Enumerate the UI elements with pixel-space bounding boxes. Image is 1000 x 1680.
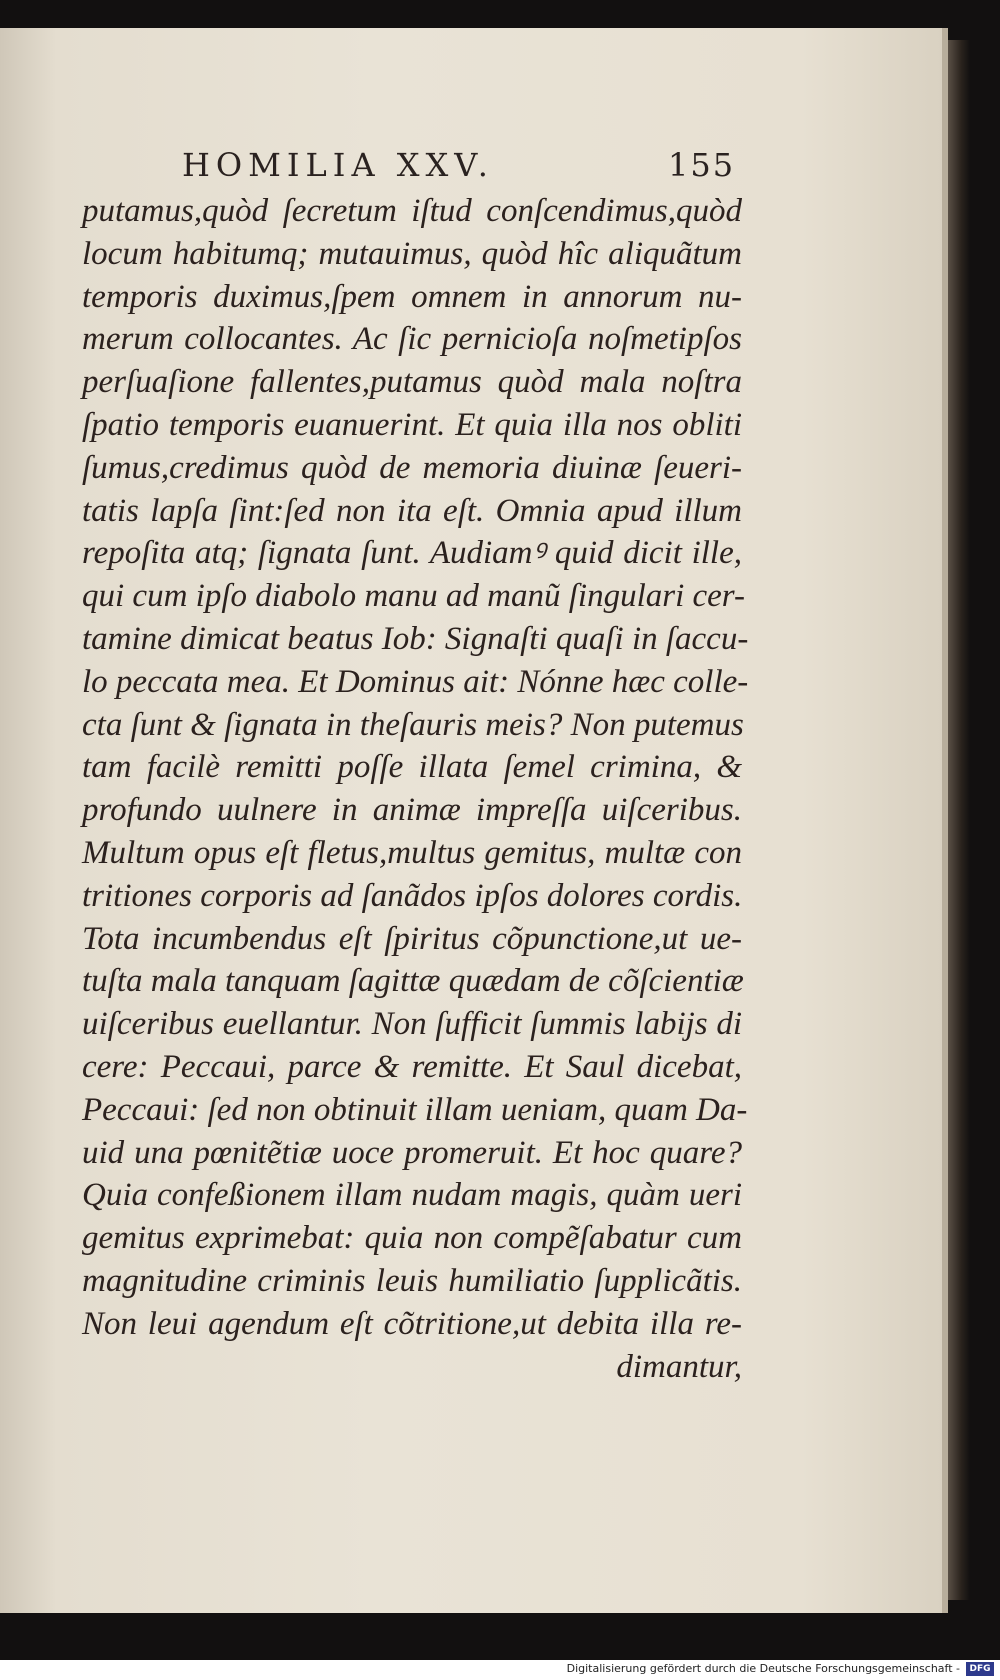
dfg-logo-icon: DFG <box>966 1662 994 1676</box>
text-line: tam facilè remitti poſſe illata ſemel crimina, & <box>82 749 742 786</box>
catchword: dimantur, <box>616 1348 742 1385</box>
text-line: lo peccata mea. Et Dominus ait: Nónne hæc colle- <box>82 663 749 700</box>
text-line: Tota incumbendus eſt ſpiritus cõpunctione,ut ue- <box>82 920 742 957</box>
text-line: cta ſunt & ſignata in theſauris meis? Non putemus <box>82 706 744 743</box>
page-edge <box>948 40 970 1600</box>
footer-credit: Digitalisierung gefördert durch die Deutsche Forschungsgemeinschaft - <box>566 1662 960 1675</box>
text-line: tatis lapſa ſint:ſed non ita eſt. Omnia apud illum <box>82 492 742 529</box>
text-line: ſpatio temporis euanuerint. Et quia illa nos obliti <box>82 406 742 443</box>
text-line: Multum opus eſt fletus,multus gemitus, multæ con <box>82 834 742 871</box>
text-line: uid una pœnitẽtiæ uoce promeruit. Et hoc quare? <box>82 1134 742 1171</box>
text-line: profundo uulnere in animæ impreſſa uiſceribus. <box>82 792 742 829</box>
page-number: 155 <box>668 146 736 184</box>
text-line: cere: Peccaui, parce & remitte. Et Saul dicebat, <box>82 1048 742 1085</box>
text-line: Quia confeßionem illam nudam magis, quàm ueri <box>82 1177 742 1214</box>
text-line: tamine dimicat beatus Iob: Signaſti quaſi in ſaccu- <box>82 620 749 657</box>
text-line: magnitudine criminis leuis humiliatio ſupplicãtis. <box>82 1262 742 1299</box>
text-line: merum collocantes. Ac ſic pernicioſa noſmetipſos <box>82 321 742 358</box>
text-line: uiſceribus euellantur. Non ſufficit ſummis labijs di <box>82 1006 742 1043</box>
text-line: qui cum ipſo diabolo manu ad manũ ſingulari cer- <box>82 578 745 615</box>
running-head-title: HOMILIA XXV. <box>182 146 494 184</box>
text-line: perſuaſione fallentes,putamus quòd mala noſtra <box>82 364 742 401</box>
text-line: locum habitumq; mutauimus, quòd hîc aliquãtum <box>82 235 742 272</box>
digitization-footer <box>0 1660 1000 1680</box>
text-line: putamus,quòd ſecretum iſtud conſcendimus,quòd <box>82 193 742 229</box>
running-head <box>0 146 948 186</box>
text-line: ſumus,credimus quòd de memoria diuinæ ſeueri- <box>82 449 742 486</box>
text-line: tritiones corporis ad ſanãdos ipſos dolores cordis. <box>82 877 743 914</box>
text-line: gemitus exprimebat: quia non compẽſabatur cum <box>82 1220 742 1257</box>
text-line: tuſta mala tanquam ſagittæ quædam de cõſcientiæ <box>82 963 744 1000</box>
text-line: temporis duximus,ſpem omnem in annorum nu- <box>82 278 742 315</box>
text-line: Non leui agendum eſt cõtritione,ut debita illa re- <box>82 1305 742 1342</box>
body-text <box>82 190 749 1388</box>
text-line: Peccaui: ſed non obtinuit illam ueniam, quam Da- <box>82 1091 748 1128</box>
text-line: repoſita atq; ſignata ſunt. Audiamꝰ quid dicit ille, <box>82 535 742 572</box>
book-page <box>0 28 948 1613</box>
